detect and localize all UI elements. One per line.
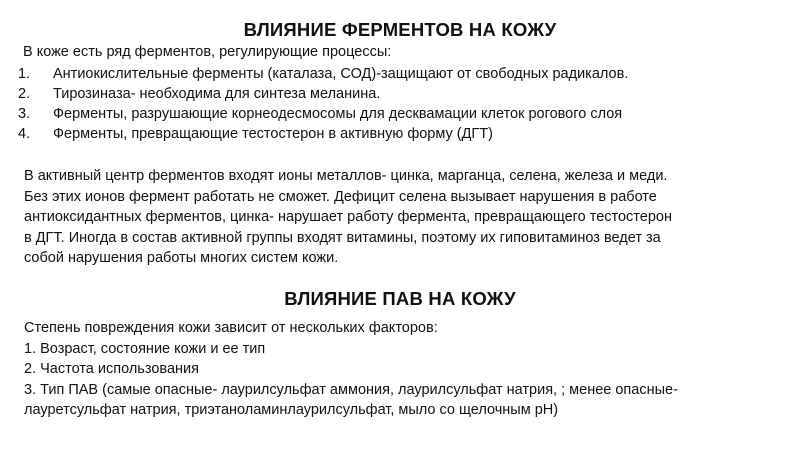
surfactants-text — [24, 318, 678, 421]
enzymes-intro: В коже есть ряд ферментов, регулирующие процессы: — [23, 44, 392, 60]
list-item-number: 3. — [18, 106, 31, 122]
paragraph-line: В активный центр ферментов входят ионы металлов- цинка, марганца, селена, железа и меди. — [24, 168, 668, 184]
list-item-text: Антиокислительные ферменты (каталаза, СОД)-защищают от свободных радикалов. — [53, 66, 629, 82]
text-line: Степень повреждения кожи зависит от нескольких факторов: — [24, 320, 438, 336]
list-item-text: Ферменты, превращающие тестостерон в активную форму (ДГТ) — [53, 126, 493, 142]
metals-paragraph — [24, 166, 784, 269]
section-title-enzymes: ВЛИЯНИЕ ФЕРМЕНТОВ НА КОЖУ — [243, 19, 557, 40]
list-item-number: 1. — [18, 66, 31, 82]
text-line: 2. Частота использования — [24, 361, 199, 377]
list-item-number: 4. — [18, 126, 31, 142]
text-line: 3. Тип ПАВ (самые опасные- лаурилсульфат аммония, лаурилсульфат натрия, ; менее опасные- — [24, 381, 678, 398]
text-line: лауретсульфат натрия, триэтаноламинлаурилсульфат, мыло со щелочным pH) — [24, 402, 559, 418]
list-item-text: Тирозиназа- необходима для синтеза меланина. — [53, 86, 381, 102]
list-item-number: 2. — [18, 86, 31, 102]
paragraph-line: антиоксидантных ферментов, цинка- нарушает работу фермента, превращающего тестостерон — [24, 209, 672, 225]
text-line: 1. Возраст, состояние кожи и ее тип — [24, 340, 266, 357]
list-item-text: Ферменты, разрушающие корнеодесмосомы для десквамации клеток рогового слоя — [53, 106, 623, 122]
paragraph-line: в ДГТ. Иногда в состав активной группы входят витамины, поэтому их гиповитаминоз ведет за — [24, 229, 661, 246]
paragraph-line: Без этих ионов фермент работать не сможет. Дефицит селена вызывает нарушения в работе — [24, 188, 657, 205]
paragraph-line: собой нарушения работы многих систем кожи. — [24, 250, 339, 266]
section-title-surfactants: ВЛИЯНИЕ ПАВ НА КОЖУ — [284, 288, 516, 309]
